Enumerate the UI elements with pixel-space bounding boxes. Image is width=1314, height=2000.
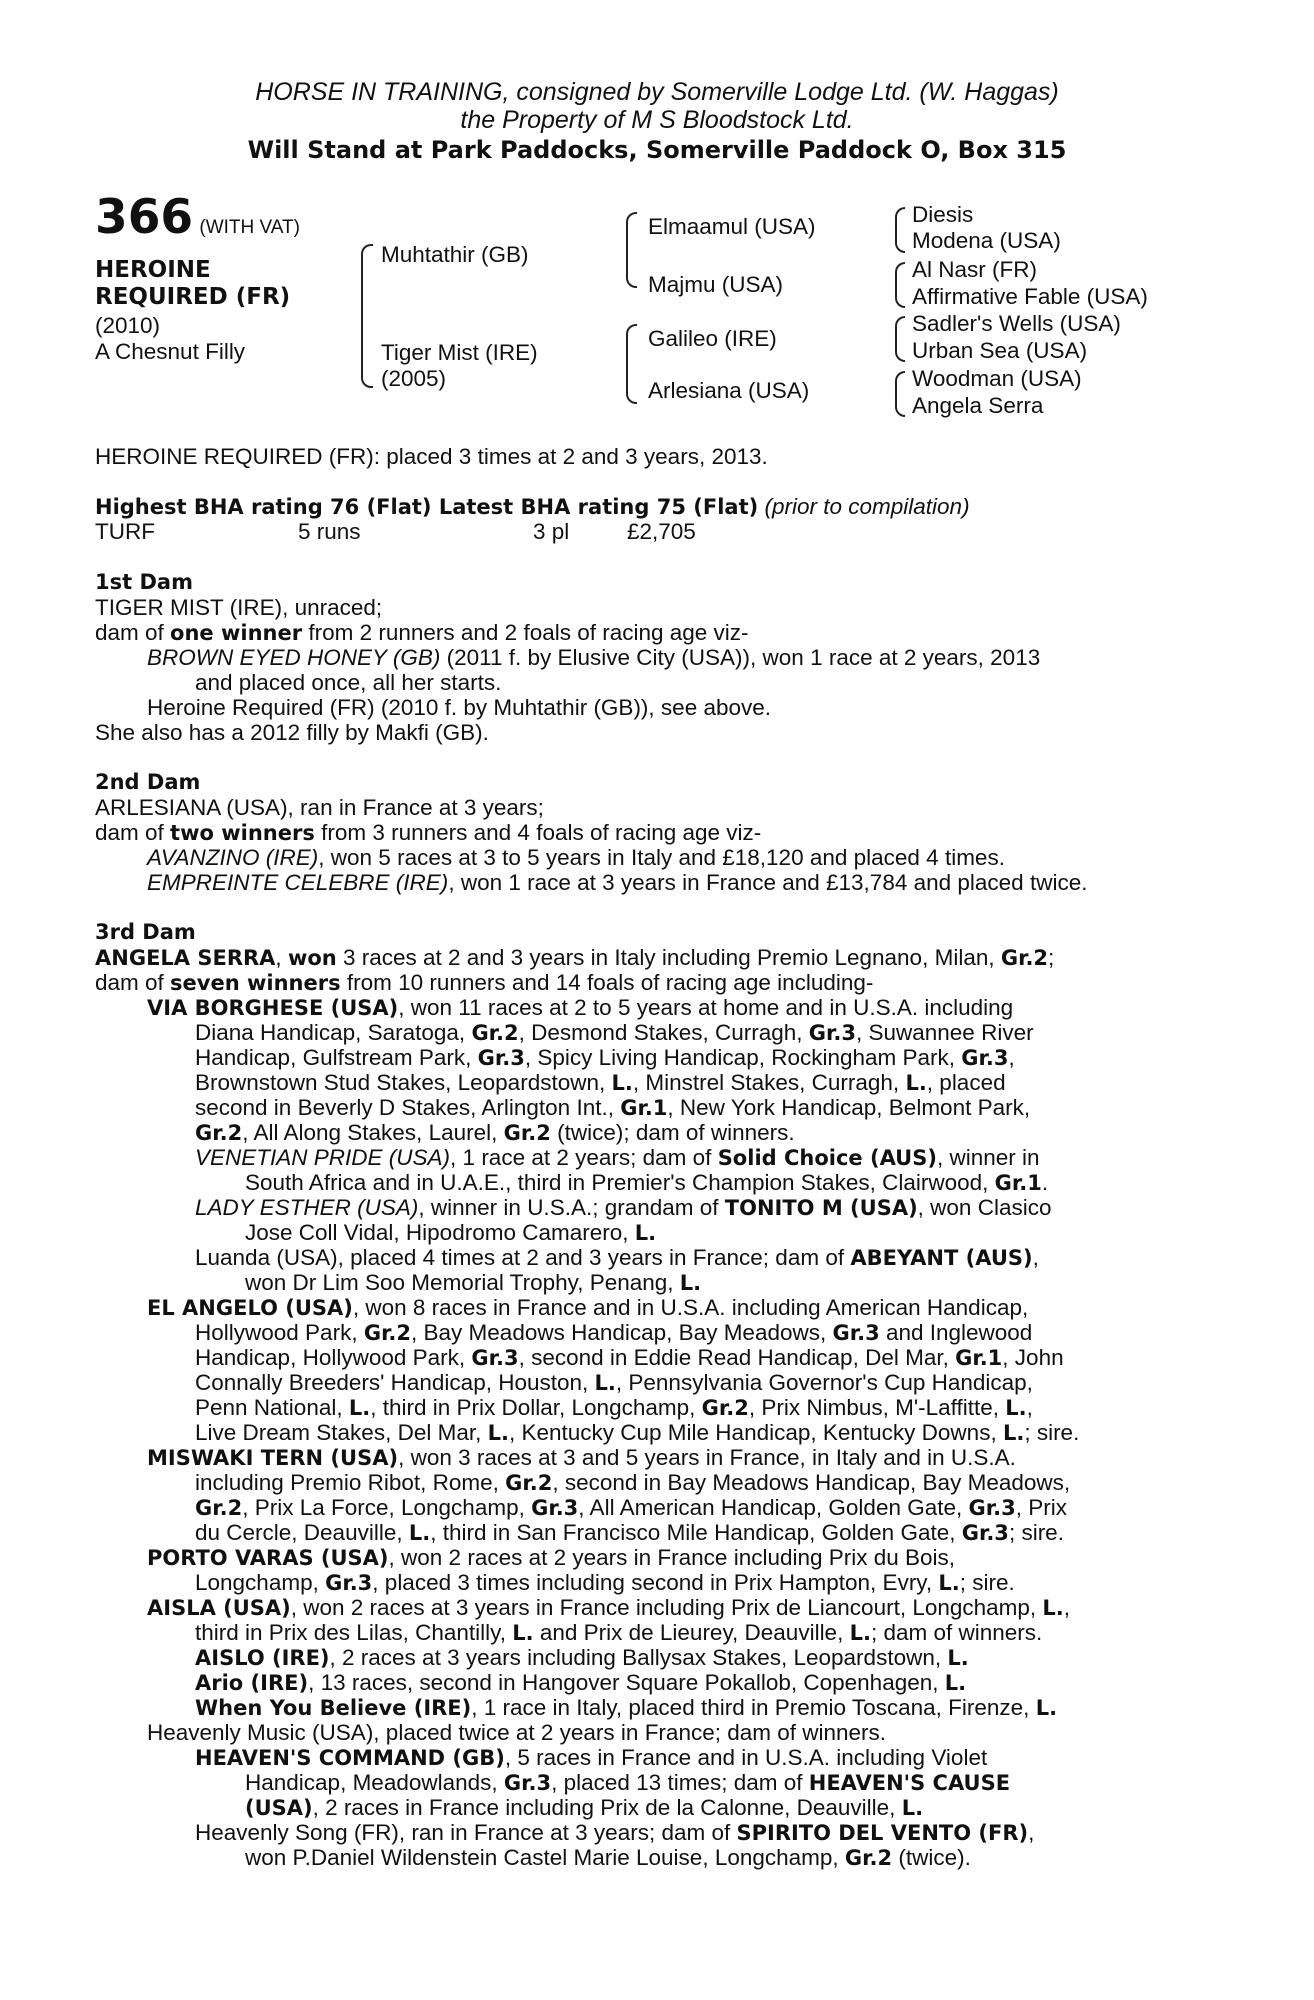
progeny-line: AISLA (USA), won 2 races at 3 years in France including Prix de Liancourt, Longchamp, L., [147, 1595, 1071, 1620]
section-heading: 3rd Dam [95, 920, 196, 944]
dam-line: TIGER MIST (IRE), unraced; [95, 595, 383, 620]
section-heading: 1st Dam [95, 570, 193, 594]
progeny-line: Longchamp, Gr.3, placed 3 times including second in Prix Hampton, Evry, L.; sire. [195, 1570, 1015, 1595]
progeny-line: Heavenly Music (USA), placed twice at 2 years in France; dam of winners. [147, 1720, 887, 1745]
sire-sire-dam: Modena (USA) [912, 228, 1061, 253]
section-heading: 2nd Dam [95, 770, 201, 794]
progeny-line: Heavenly Song (FR), ran in France at 3 years; dam of SPIRITO DEL VENTO (FR), [195, 1820, 1035, 1845]
progeny-line: Live Dream Stakes, Del Mar, L., Kentucky Cup Mile Handicap, Kentucky Downs, L.; sire. [195, 1420, 1080, 1445]
progeny-line: AISLO (IRE), 2 races at 3 years including Ballysax Stakes, Leopardstown, L. [195, 1645, 969, 1670]
progeny-line: Handicap, Gulfstream Park, Gr.3, Spicy Living Handicap, Rockingham Park, Gr.3, [195, 1045, 1015, 1070]
dam-year: (2005) [381, 366, 447, 391]
progeny-line: (USA), 2 races in France including Prix de la Calonne, Deauville, L. [245, 1795, 924, 1820]
progeny-line: Connally Breeders' Handicap, Houston, L., Pennsylvania Governor's Cup Handicap, [195, 1370, 1033, 1395]
surface: TURF [95, 519, 155, 544]
pedigree-brace [361, 244, 373, 388]
vat-label: (WITH VAT) [199, 217, 300, 238]
lot-number-block [95, 190, 300, 245]
progeny-line: AVANZINO (IRE), won 5 races at 3 to 5 years in Italy and £18,120 and placed 4 times. [147, 845, 1005, 870]
location-line: Will Stand at Park Paddocks, Somerville Paddock O, Box 315 [247, 136, 1067, 164]
progeny-line: When You Believe (IRE), 1 race in Italy, placed third in Premio Toscana, Firenze, L. [195, 1695, 1058, 1720]
horse-name-1: HEROINE [95, 257, 211, 283]
rating-line [95, 494, 970, 520]
note-line: She also has a 2012 filly by Makfi (GB). [95, 720, 489, 745]
third-dam-section [95, 920, 1205, 1870]
race-summary: HEROINE REQUIRED (FR): placed 3 times at 2 and 3 years, 2013. [95, 444, 768, 469]
consignor-line: HORSE IN TRAINING, consigned by Somerville Lodge Ltd. (W. Haggas) [255, 78, 1059, 106]
placed: 3 pl [533, 519, 570, 544]
dam: Tiger Mist (IRE) [381, 340, 538, 365]
progeny-line: South Africa and in U.A.E., third in Premier's Champion Stakes, Clairwood, Gr.1. [245, 1170, 1049, 1195]
lot-number: 366 [95, 190, 194, 245]
sire-dam: Majmu (USA) [648, 272, 784, 297]
dam-sire-sire: Sadler's Wells (USA) [912, 311, 1121, 336]
owner-line: the Property of M S Bloodstock Ltd. [460, 106, 854, 134]
progeny-line: Heroine Required (FR) (2010 f. by Muhtathir (GB)), see above. [147, 695, 772, 720]
progeny-line: and placed once, all her starts. [195, 670, 502, 695]
progeny-line: LADY ESTHER (USA), winner in U.S.A.; grandam of TONITO M (USA), won Clasico [195, 1195, 1052, 1220]
sire-sire-sire: Diesis [912, 202, 974, 227]
dam-sire: Galileo (IRE) [648, 326, 777, 351]
dam-dam-sire: Woodman (USA) [912, 366, 1082, 391]
progeny-line: won P.Daniel Wildenstein Castel Marie Louise, Longchamp, Gr.2 (twice). [245, 1845, 971, 1870]
progeny-line: Hollywood Park, Gr.2, Bay Meadows Handicap, Bay Meadows, Gr.3 and Inglewood [195, 1320, 1033, 1345]
progeny-line: Gr.2, Prix La Force, Longchamp, Gr.3, All American Handicap, Golden Gate, Gr.3, Prix [195, 1495, 1067, 1520]
pedigree-brace [895, 207, 905, 253]
dam-dam-dam: Angela Serra [912, 393, 1044, 418]
rating-note: (prior to compilation) [764, 494, 970, 519]
horse-name-2: REQUIRED (FR) [95, 284, 291, 310]
progeny-line: Jose Coll Vidal, Hipodromo Camarero, L. [245, 1220, 657, 1245]
produce-line: dam of two winners from 3 runners and 4 foals of racing age viz- [95, 820, 762, 845]
produce-line: dam of seven winners from 10 runners and 14 foals of racing age including- [95, 970, 874, 995]
progeny-line: Gr.2, All Along Stakes, Laurel, Gr.2 (twice); dam of winners. [195, 1120, 795, 1145]
sire-dam-dam: Affirmative Fable (USA) [912, 284, 1148, 309]
progeny-line: Luanda (USA), placed 4 times at 2 and 3 years in France; dam of ABEYANT (AUS), [195, 1245, 1039, 1270]
produce-line: dam of one winner from 2 runners and 2 foals of racing age viz- [95, 620, 749, 645]
second-dam-section [95, 770, 1205, 895]
progeny-line: du Cercle, Deauville, L., third in San Francisco Mile Handicap, Golden Gate, Gr.3; sire. [195, 1520, 1064, 1545]
pedigree-brace [895, 316, 905, 362]
dam-sire-dam: Urban Sea (USA) [912, 338, 1088, 363]
first-dam-section [95, 570, 1205, 745]
foaling-year: (2010) [95, 313, 161, 338]
sire-sire: Elmaamul (USA) [648, 214, 816, 239]
progeny-line: Brownstown Stud Stakes, Leopardstown, L., Minstrel Stakes, Curragh, L., placed [195, 1070, 1006, 1095]
progeny-line: BROWN EYED HONEY (GB) (2011 f. by Elusive City (USA)), won 1 race at 2 years, 2013 [147, 645, 1041, 670]
pedigree-brace [895, 262, 905, 308]
progeny-line: Ario (IRE), 13 races, second in Hangover Square Pokallob, Copenhagen, L. [195, 1670, 967, 1695]
earnings: £2,705 [627, 519, 696, 544]
runs: 5 runs [298, 519, 361, 544]
progeny-line: third in Prix des Lilas, Chantilly, L. and Prix de Lieurey, Deauville, L.; dam of winners. [195, 1620, 1043, 1645]
progeny-line: VENETIAN PRIDE (USA), 1 race at 2 years; dam of Solid Choice (AUS), winner in [195, 1145, 1040, 1170]
progeny-line: EL ANGELO (USA), won 8 races in France and in U.S.A. including American Handicap, [147, 1295, 1029, 1320]
progeny-line: Handicap, Meadowlands, Gr.3, placed 13 times; dam of HEAVEN'S CAUSE [245, 1770, 1011, 1795]
progeny-line: EMPREINTE CELEBRE (IRE), won 1 race at 3 years in France and £13,784 and placed twice. [147, 870, 1088, 895]
progeny-line: second in Beverly D Stakes, Arlington Int., Gr.1, New York Handicap, Belmont Park, [195, 1095, 1031, 1120]
progeny-line: including Premio Ribot, Rome, Gr.2, second in Bay Meadows Handicap, Bay Meadows, [195, 1470, 1071, 1495]
pedigree-brace [626, 324, 637, 404]
progeny-line: Handicap, Hollywood Park, Gr.3, second in Eddie Read Handicap, Del Mar, Gr.1, John [195, 1345, 1064, 1370]
progeny-line: Penn National, L., third in Prix Dollar, Longchamp, Gr.2, Prix Nimbus, M'-Laffitte, L., [195, 1395, 1033, 1420]
pedigree-brace [895, 371, 905, 417]
horse-description: A Chesnut Filly [95, 339, 246, 364]
progeny-line: won Dr Lim Soo Memorial Trophy, Penang, L. [245, 1270, 702, 1295]
progeny-line: Diana Handicap, Saratoga, Gr.2, Desmond Stakes, Curragh, Gr.3, Suwannee River [195, 1020, 1034, 1045]
sire: Muhtathir (GB) [381, 242, 529, 267]
dam-dam: Arlesiana (USA) [648, 378, 810, 403]
dam-line: ANGELA SERRA, won 3 races at 2 and 3 years in Italy including Premio Legnano, Milan, Gr.2; [95, 945, 1055, 970]
dam-line: ARLESIANA (USA), ran in France at 3 years; [95, 795, 544, 820]
pedigree-brace [626, 212, 637, 288]
progeny-line: PORTO VARAS (USA), won 2 races at 2 years in France including Prix du Bois, [147, 1545, 956, 1570]
progeny-line: HEAVEN'S COMMAND (GB), 5 races in France and in U.S.A. including Violet [195, 1745, 988, 1770]
progeny-line: MISWAKI TERN (USA), won 3 races at 3 and 5 years in France, in Italy and in U.S.A. [147, 1445, 1016, 1470]
bha-rating: Highest BHA rating 76 (Flat) Latest BHA rating 75 (Flat) [95, 495, 759, 519]
sire-dam-sire: Al Nasr (FR) [912, 257, 1037, 282]
progeny-line: VIA BORGHESE (USA), won 11 races at 2 to 5 years at home and in U.S.A. including [147, 995, 1014, 1020]
